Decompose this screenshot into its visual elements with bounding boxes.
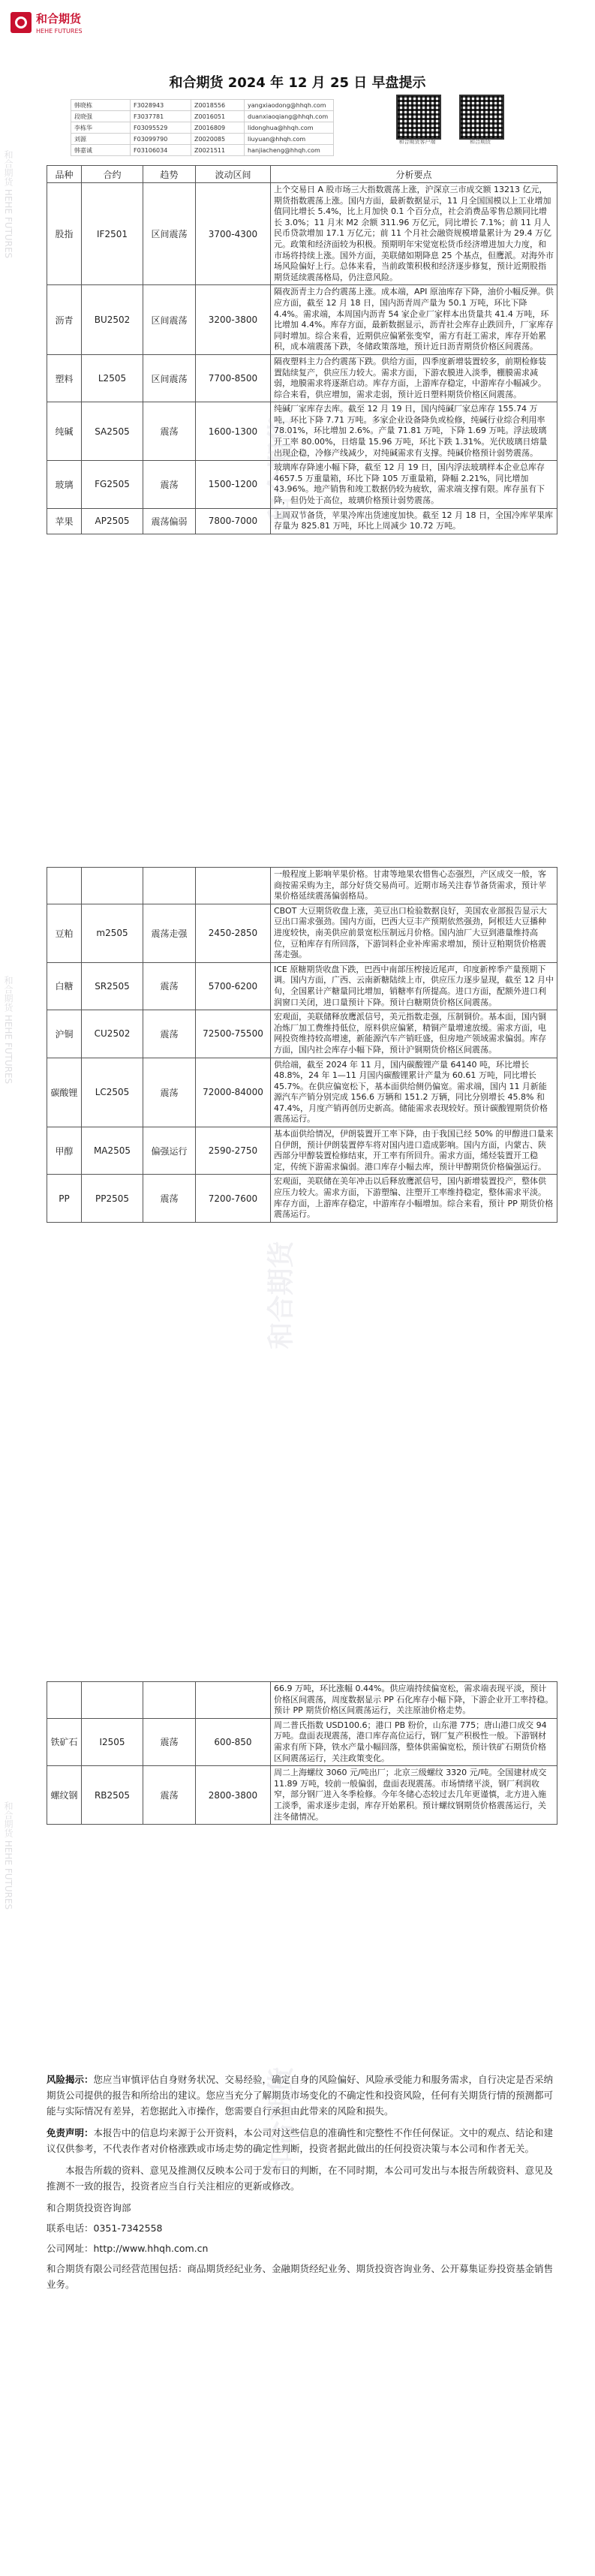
cell-variety: 甲醇 — [47, 1127, 82, 1175]
logo-icon — [11, 12, 32, 33]
company-logo — [11, 11, 83, 35]
logo-name: 和合期货 — [36, 12, 82, 26]
cell-range — [196, 868, 271, 904]
cell-variety: 铁矿石 — [47, 1718, 82, 1765]
watermark: 和合期货 — [266, 2066, 297, 2175]
cell-contract: PP2505 — [82, 1175, 143, 1222]
contact-name: 李栋华 — [71, 122, 131, 134]
cell-analysis: 供给端，截至 2024 年 11 月，国内碳酸锂产量 64140 吨，环比增长 48.8%，24 年 1—11 月国内碳酸锂累计产量为 60.61 万吨，同比增长 45.7%。在供应偏宽松下，基本面供给侧仍偏宽。需求端，国内 11 月新能源汽车产销分别完成 156.6 万辆和 151.2 万辆，同比分别增长 45.8% 和 47.4%，月度产销再创历史新高。储能需求表现较好。预计碳酸锂期货价格震荡运行。 — [271, 1058, 557, 1127]
cell-variety — [47, 1682, 82, 1719]
cell-range: 600-850 — [196, 1718, 271, 1765]
cell-contract: SR2505 — [82, 962, 143, 1010]
cell-analysis: 上周双节备货，苹果冷库出货速度加快。截至 12 月 18 日，全国冷库苹果库存量为 825.81 万吨，环比上周减少 10.72 万吨。 — [271, 508, 557, 534]
disclaimer-title: 免责声明： — [47, 2127, 94, 2138]
cell-range: 7800-7000 — [196, 508, 271, 534]
risk-text: 您应当审慎评估自身财务状况、交易经验，确定自身的风险偏好、风险承受能力和服务需求，自行决定是否采纳期货公司提供的报告和所给出的建议。您应当充分了解期货市场变化的不确定性和投资风险，任何有关期货行情的预测都可能与实际情况有差异，若您据此入市操作，您需要自行承担由此带来的风险和损失。 — [47, 2074, 554, 2117]
table-row — [47, 285, 557, 355]
cell-range: 2450-2850 — [196, 904, 271, 962]
contact-no: Z0016051 — [191, 111, 245, 122]
cell-trend: 区间震荡 — [143, 183, 196, 285]
table-row — [47, 1058, 557, 1127]
cell-variety: 碳酸锂 — [47, 1058, 82, 1127]
cell-trend: 震荡走强 — [143, 904, 196, 962]
side-watermark: 和合期货 HEHE FUTURES — [3, 150, 14, 259]
header-trend: 趋势 — [143, 166, 196, 183]
header-analysis: 分析要点 — [271, 166, 557, 183]
cell-analysis: 周二上海螺纹 3060 元/吨出厂；北京三级螺纹 3320 元/吨。全国建材成交 11.89 万吨，较前一般偏弱，盘面表现震荡。市场情绪平淡，钢厂利润收窄，部分钢厂进入冬季检修。今年冬储心态较过去几年更谨慎，北方进入施工淡季，需求逐步走弱，库存开始累积。预计螺纹钢期货价格震荡运行，关注冬储情况。 — [271, 1766, 557, 1825]
cell-analysis: 上个交易日 A 股市场三大指数震荡上涨，沪深京三市成交额 13213 亿元，期货指数震荡上涨。国内方面，最新数据显示，11 月全国国模以上工业增加值同比增长 5.4%，比上月加快 0.1 个百分点，社会消费品零售总额同比增长 3.0%；11 月末 M2 余额 311.96 万亿元，同比增长 7.1%；前 11 月人民币贷款增加 17.1 万亿元；前 11 个月社会融资规模增量累计为 29.4 万亿元。政策和经济面较为积极。预期明年宋觉宽松货币经济增进加大力度，和市场将持续上涨。国外方面，美联储如期降息 25 个基点，但鹰派。对海外市场风险偏好上行。总体来看，当前政策积极和经济逐步修复，预计近期股指期货延续震荡格局，仍注意风险。 — [271, 183, 557, 285]
cell-trend: 震荡 — [143, 461, 196, 508]
cell-contract: CU2502 — [82, 1010, 143, 1058]
cell-trend: 震荡 — [143, 1010, 196, 1058]
company-title: 和合期货投资咨询部 — [47, 2202, 131, 2213]
contact-email[interactable]: lidonghua@hhqh.com — [245, 122, 334, 134]
contact-no: Z0021511 — [191, 145, 245, 156]
cell-contract: SA2505 — [82, 402, 143, 461]
risk-section — [47, 2072, 557, 2292]
table-row — [47, 1127, 557, 1175]
website-link[interactable]: 公司网址：http://www.hhqh.com.cn — [47, 2243, 209, 2254]
header-contract: 合约 — [82, 166, 143, 183]
cell-range: 2800-3800 — [196, 1766, 271, 1825]
cell-trend: 震荡 — [143, 962, 196, 1010]
table-row — [47, 461, 557, 508]
cell-variety: 纯碱 — [47, 402, 82, 461]
cell-contract: I2505 — [82, 1718, 143, 1765]
cell-contract: LC2505 — [82, 1058, 143, 1127]
contact-row — [71, 111, 334, 122]
cell-analysis: ICE 原糖期货收盘下跌，巴西中南部压榨接近尾声，印度新榨季产量预期下调。国内方面，广西、云南新糖陆续上市，供应压力逐步显现，截至 12 月中旬，全国累计产糖量同比增加，销糖率有所提高。进口方面，配额外进口利润窗口关闭，进口量预计下降。预计白糖期货价格区间震荡。 — [271, 962, 557, 1010]
cell-variety: 白糖 — [47, 962, 82, 1010]
table-row — [47, 1010, 557, 1058]
cell-contract: FG2505 — [82, 461, 143, 508]
table-row — [47, 1718, 557, 1765]
contact-email[interactable]: yangxiaodong@hhqh.com — [245, 100, 334, 111]
table-row — [47, 508, 557, 534]
cell-range: 2590-2750 — [196, 1127, 271, 1175]
watermark: 和合期货 — [266, 1241, 297, 1350]
contact-no: Z0018556 — [191, 100, 245, 111]
cell-analysis: 宏观面，美联储释放鹰派信号，美元指数走强，压制铜价。基本面，国内铜冶炼厂加工费维持低位，原料供应偏紧，精铜产量增速放缓。需求方面，电网投资维持较高增速，新能源汽车产销旺盛，但房地产领域需求偏弱。库存方面，国内社会库存小幅下降，预计沪铜期货价格区间震荡。 — [271, 1010, 557, 1058]
contact-name: 段晓强 — [71, 111, 131, 122]
contact-name: 韩嘉诚 — [71, 145, 131, 156]
cell-range: 3700-4300 — [196, 183, 271, 285]
cell-contract: L2505 — [82, 354, 143, 402]
side-watermark: 和合期货 HEHE FUTURES — [3, 1801, 14, 1910]
contact-row — [71, 100, 334, 111]
cell-variety: 玻璃 — [47, 461, 82, 508]
cell-range: 7700-8500 — [196, 354, 271, 402]
cell-contract — [82, 1682, 143, 1719]
qr-label: 和合期货 — [470, 139, 491, 145]
cell-contract: RB2505 — [82, 1766, 143, 1825]
cell-range: 7200-7600 — [196, 1175, 271, 1222]
cell-contract: BU2502 — [82, 285, 143, 355]
cell-analysis: 宏观面，美联储在美年冲击以后释放鹰派信号，国内新增装置投产，整体供应压力较大。需求方面，下游塑编、注塑开工率维持稳定，整体需求平淡。库存方面，上游库存稳定，中游库存小幅增加。综合来看，预计 PP 期货价格震荡运行。 — [271, 1175, 557, 1222]
cell-variety: 沥青 — [47, 285, 82, 355]
header-range: 波动区间 — [196, 166, 271, 183]
cell-range: 72000-84000 — [196, 1058, 271, 1127]
cell-contract: MA2505 — [82, 1127, 143, 1175]
cell-trend: 震荡 — [143, 402, 196, 461]
cell-analysis: 66.9 万吨，环比涨幅 0.44%。供应端持续偏宽松，需求端表现平淡，预计价格区间震荡，周度数据显示 PP 石化库存小幅下降，下游企业开工率持稳。预计 PP 期货价格区间震荡运行，关注原油价格走势。 — [271, 1682, 557, 1719]
cell-trend: 区间震荡 — [143, 285, 196, 355]
table-row — [47, 1766, 557, 1825]
cell-variety: 苹果 — [47, 508, 82, 534]
contact-cert: F03106034 — [131, 145, 191, 156]
cell-range: 72500-75500 — [196, 1010, 271, 1058]
cell-analysis: 隔夜沥青主力合约震荡上涨。成本端，API 原油库存下降，油价小幅反弹。供应方面，截至 12 月 18 日，国内沥青周产量为 50.1 万吨，环比下降 4.4%。需求端，本周国内沥青 54 家企业厂家样本出货量共 41.4 万吨，环比增加 4.4%。库存方面，最新数据显示，沥青社会库存止跌回升，厂家库存同时增加。综合来看，近期供应偏紧张变窄，需方有赶工需求，库存开始累积，成本端震荡下跌，冬储政策落地，预计近日沥青期货价格区间震荡。 — [271, 285, 557, 355]
table-row — [47, 1175, 557, 1222]
cell-range — [196, 1682, 271, 1719]
table-row — [47, 1682, 557, 1719]
contact-row — [71, 145, 334, 156]
contact-name: 刘源 — [71, 134, 131, 145]
analyst-contact-table — [71, 99, 334, 156]
cell-contract: m2505 — [82, 904, 143, 962]
report-title: 和合期货 2024 年 12 月 25 日 早盘提示 — [169, 75, 426, 91]
table-row — [47, 183, 557, 285]
contact-cert: F3028943 — [131, 100, 191, 111]
disclaimer-text: 本报告中的信息均来源于公开资料，本公司对这些信息的准确性和完整性不作任何保证。文中的观点、结论和建议仅供参考，不代表作者对价格涨跌或市场走势的确定性判断，投资者据此做出的任何投资决策与本公司和作者无关。 — [47, 2127, 554, 2154]
cell-trend: 震荡 — [143, 1718, 196, 1765]
copyright-text: 本报告所载的资料、意见及推测仅反映本公司于发布日的判断，在不同时期，本公司可发出与本报告所载资料、意见及推测不一致的报告，投资者应当自行关注相应的更新或修改。 — [47, 2165, 554, 2192]
table-row — [47, 868, 557, 904]
cell-trend: 震荡偏弱 — [143, 508, 196, 534]
header-variety: 品种 — [47, 166, 82, 183]
cell-analysis: 基本面供给情况，伊朗装置开工率下降，由于我国已经 50% 的甲醇进口量来自伊朗，预计伊朗装置停车将对国内进口造成影响。国内方面，内蒙古、陕西部分甲醇装置检修结束，开工率有所回升。需求方面，烯烃装置开工稳定，传统下游需求偏弱。港口库存小幅去库，预计甲醇期货价格偏强运行。 — [271, 1127, 557, 1175]
table-row — [47, 962, 557, 1010]
cell-analysis: 周二普氏指数 USD100.6；港口 PB 粉价，山东港 775；唐山港口成交 94 万吨。盘面表现震荡，港口库存高位运行，钢厂复产积极性一般。下游钢材需求有所下降，铁水产量小幅回落，整体供需偏宽松，预计铁矿石期货价格区间震荡运行，关注政策变化。 — [271, 1718, 557, 1765]
cell-range: 5700-6200 — [196, 962, 271, 1010]
cell-range: 3200-3800 — [196, 285, 271, 355]
cell-trend: 震荡 — [143, 1766, 196, 1825]
market-table-page2 — [47, 867, 557, 1223]
cell-contract: AP2505 — [82, 508, 143, 534]
contact-email[interactable]: liuyuan@hhqh.com — [245, 134, 334, 145]
cell-analysis: 一般程度上影响苹果价格。甘肃等地果农惜售心态强烈，产区成交一般，客商按需采购为主，部分好货交易尚可。近期市场关注春节备货需求，预计苹果价格延续震荡偏弱格局。 — [271, 868, 557, 904]
contact-cert: F03099790 — [131, 134, 191, 145]
market-table-page3 — [47, 1681, 557, 1825]
contact-no: Z0020085 — [191, 134, 245, 145]
contact-row — [71, 134, 334, 145]
cell-trend — [143, 868, 196, 904]
cell-variety: 沪铜 — [47, 1010, 82, 1058]
cell-analysis: 纯碱厂家库存去库。截至 12 月 19 日，国内纯碱厂家总库存 155.74 万吨，环比下降 7.71 万吨。多家企业设备降负或检修，纯碱行业综合利用率 78.01%，环比增加 2.6%。产量 71.81 万吨，下降 1.69 万吨。浮法玻璃开工率 80.00%，日熔量 15.96 万吨，环比下跌 1.31%。光伏玻璃日熔量出现企稳，冷修产线减少，对纯碱需求有支撑。纯碱价格预计弱势震荡。 — [271, 402, 557, 461]
cell-variety: PP — [47, 1175, 82, 1222]
cell-range: 1600-1300 — [196, 402, 271, 461]
business-scope: 和合期货有限公司经营范围包括：商品期货经纪业务、金融期货经纪业务、期货投资咨询业务、公开募集证券投资基金销售业务。 — [47, 2263, 554, 2290]
cell-trend — [143, 1682, 196, 1719]
cell-variety: 螺纹钢 — [47, 1766, 82, 1825]
table-row — [47, 354, 557, 402]
contact-no: Z0016809 — [191, 122, 245, 134]
market-table-page1 — [47, 165, 557, 534]
cell-contract — [82, 868, 143, 904]
cell-trend: 震荡 — [143, 1058, 196, 1127]
phone: 联系电话：0351-7342558 — [47, 2222, 163, 2234]
cell-variety: 塑料 — [47, 354, 82, 402]
cell-analysis: CBOT 大豆期货收盘上涨，美豆出口检验数据良好，美国农业部报告显示大豆出口需求强劲。国内方面，巴西大豆丰产预期依然强劲，阿根廷大豆播种进度较快，南美供应前景宽松压制远月价格。国内油厂大豆到港量维持高位，豆粕库存有所回落，下游饲料企业补库需求增加，预计豆粕期货价格震荡走强。 — [271, 904, 557, 962]
table-row — [47, 402, 557, 461]
logo-subtitle: HEHE FUTURES — [36, 28, 83, 35]
cell-range: 1500-1200 — [196, 461, 271, 508]
watermark: 和合期货 — [266, 415, 297, 524]
contact-name: 韩晓栋 — [71, 100, 131, 111]
cell-analysis: 玻璃库存降速小幅下降，截至 12 月 19 日，国内浮法玻璃样本企业总库存 4657.5 万重量箱，环比下降 105 万重量箱，降幅 2.21%，同比增加 43.96%。地产销售和竣工数据仍较为疲软，需求端支撑有限。库存虽有下降，但仍处于高位，玻璃价格预计弱势震荡。 — [271, 461, 557, 508]
qr-code-icon — [396, 95, 441, 140]
contact-cert: F3037781 — [131, 111, 191, 122]
contact-email[interactable]: duanxiaoqiang@hhqh.com — [245, 111, 334, 122]
cell-trend: 震荡 — [143, 1175, 196, 1222]
cell-variety: 股指 — [47, 183, 82, 285]
cell-trend: 偏强运行 — [143, 1127, 196, 1175]
cell-variety: 豆粕 — [47, 904, 82, 962]
table-row — [47, 904, 557, 962]
contact-cert: F03095529 — [131, 122, 191, 134]
contact-row — [71, 122, 334, 134]
side-watermark: 和合期货 HEHE FUTURES — [3, 976, 14, 1085]
contact-email[interactable]: hanjiacheng@hhqh.com — [245, 145, 334, 156]
cell-contract: IF2501 — [82, 183, 143, 285]
cell-trend: 区间震荡 — [143, 354, 196, 402]
qr-label: 和合期货客户端 — [398, 139, 436, 145]
header-bar — [0, 0, 595, 44]
risk-title: 风险揭示： — [47, 2074, 94, 2085]
cell-analysis: 隔夜塑料主力合约震荡下跌。供给方面，四季度新增装置较多，前期检修装置陆续复产，供应压力较大。需求方面，下游农膜进入淡季，棚膜需求减弱，地膜需求将逐渐启动。库存方面，上游库存稳定，中游库存小幅减少。综合来看，供应增加，需求走弱，预计近日塑料期货价格区间震荡。 — [271, 354, 557, 402]
cell-variety — [47, 868, 82, 904]
qr-code-icon — [459, 95, 504, 140]
